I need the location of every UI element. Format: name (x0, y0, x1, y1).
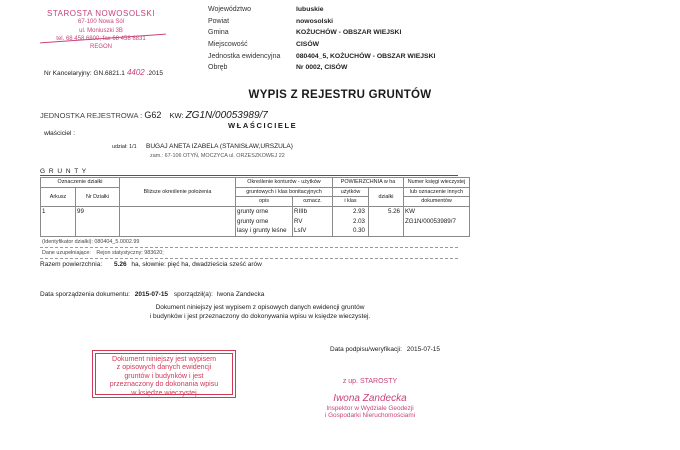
red-stamp-line: przeznaczony do dokonania wpisu (109, 380, 219, 389)
header-iklas: i klas (333, 197, 369, 207)
kw-doc-cell: KW (404, 206, 470, 216)
table-row (41, 206, 470, 216)
locality-label: Miejscowość (208, 41, 248, 49)
total-area (40, 261, 262, 268)
blizsze-cell (120, 206, 236, 216)
total-area-value: 5.26 (113, 261, 127, 268)
header-uzytkow: użytków (333, 187, 369, 197)
precinct-label: Obręb (208, 64, 228, 72)
area-cell: 2.93 (333, 206, 369, 216)
red-stamp (92, 350, 236, 398)
signature-position: Inspektor w Wydziale Geodezji (326, 405, 414, 412)
header-arkusz: Arkusz (41, 187, 76, 206)
owner-share: udział: 1/1 (112, 144, 137, 150)
grunty-label: G R U N T Y (40, 168, 88, 175)
prepared-by-label: sporządził(a): (173, 291, 213, 298)
red-stamp-line: gruntów i budynków i jest (124, 371, 204, 380)
verification-date (330, 346, 440, 353)
office-stamp (36, 10, 166, 51)
parcel-number-cell: 99 (76, 206, 120, 216)
supplementary-data (42, 250, 164, 256)
supplementary-label: Dane uzupełniające: (42, 250, 91, 256)
parcel-area-cell: 5.26 (369, 206, 404, 216)
commune-value: KOŻUCHÓW - OBSZAR WIEJSKI (296, 29, 402, 37)
total-area-label: Razem powierzchnia: (40, 261, 103, 268)
stamp-line: STAROSTA NOWOSOLSKI (47, 9, 155, 18)
header-powierzchnia: POWIERZCHNIA w ha (333, 178, 404, 188)
precinct-value: Nr 0002, CISÓW (296, 64, 348, 72)
location-info (208, 4, 439, 74)
total-area-words: ha, słownie: pięć ha, dwadzieścia sześć arów (131, 261, 262, 268)
county-value: nowosolski (296, 17, 334, 25)
header-nr: Nr Działki (76, 187, 120, 206)
voivodeship-label: Województwo (208, 6, 252, 14)
header-numer: Numer księgi wieczystej (404, 178, 470, 188)
reference-number (44, 68, 163, 77)
area-cell: 2.03 (333, 216, 369, 226)
header-blizsze: Bliższe określenie położenia (120, 178, 236, 207)
red-stamp-line: z opisowych danych ewidencji (116, 363, 212, 372)
grunty-divider (40, 175, 458, 176)
document-title: WYPIS Z REJESTRU GRUNTÓW (248, 89, 432, 101)
owner-name: BUGAJ ANETA IZABELA (STANISŁAW,URSZULA) (146, 143, 293, 150)
area-cell: 0.30 (333, 226, 369, 236)
date-value: 2015-07-15 (134, 291, 169, 298)
supplementary-value: Rejon statystyczny: 983620; (96, 250, 164, 256)
stamp-line: ul. Moniuszki 3B (79, 27, 123, 34)
stamp-line: REGON (89, 44, 112, 51)
note-line-2: i budynków i jest przeznaczony do dokonywania wpisu w księdze wieczystej. (149, 313, 371, 320)
document-date (40, 291, 264, 298)
opis-cell: lasy i grunty leśne (236, 226, 293, 236)
parcel-identifier: (Identyfikator działki): 080404_5.0002.99 (42, 239, 140, 245)
stamp-line: tel. 68 458 6800; fax 68 458 6831 (56, 35, 146, 42)
header-dokumentow: dokumentów (404, 197, 470, 207)
oznacz-cell: RIIIb (293, 206, 333, 216)
land-table (40, 177, 470, 237)
header-opis: opis (236, 197, 293, 207)
signature-on-behalf: z up. STAROSTY (342, 378, 398, 385)
header-oznacz: oznacz. (293, 197, 333, 207)
kw-label: KW: (169, 111, 184, 120)
dashed-divider (40, 258, 458, 259)
header-oznaczenie: Oznaczenie działki (41, 178, 120, 188)
note-line-1: Dokument niniejszy jest wypisem z opisowych danych ewidencji gruntów (155, 304, 365, 311)
reference-handwritten: 4402 (126, 68, 145, 77)
dashed-divider (40, 247, 458, 248)
reference-label: Nr Kancelaryjny: GN.6821.1 (44, 70, 125, 77)
locality-value: CISÓW (296, 41, 320, 49)
signature-name: Iwona Zandecka (333, 393, 407, 404)
date-label: Data sporządzenia dokumentu: (40, 291, 130, 298)
unit-label: Jednostka ewidencyjna (208, 52, 281, 60)
red-stamp-line: Dokument niniejszy jest wypisem (111, 355, 217, 363)
table-row (41, 226, 470, 236)
owner-address: zam.: 67-106 OTYŃ, MOCZYCA ul. ORZESZKOWEJ 22 (150, 153, 285, 159)
registry-unit (40, 110, 268, 121)
opis-cell: grunty orne (236, 216, 293, 226)
prepared-by-name: Iwona Zandecka (216, 291, 265, 298)
header-lub: lub oznaczenie innych (404, 187, 470, 197)
header-dzialki: działki (369, 187, 404, 206)
voivodeship-value: lubuskie (296, 6, 324, 14)
stamp-line: 67-100 Nowa Sól (77, 19, 125, 26)
unit-registry-label: JEDNOSTKA REJESTROWA : (40, 111, 143, 120)
verification-label: Data podpisu/weryfikacji: (330, 346, 402, 353)
table-row (41, 216, 470, 226)
arkusz-cell: 1 (41, 206, 76, 216)
unit-value: 080404_5, KOŻUCHÓW - OBSZAR WIEJSKI (296, 52, 436, 60)
header-okreslenie: Określenie konturów - użytków (236, 178, 333, 188)
red-stamp-line: w księdze wieczystej (131, 388, 197, 397)
signature-department: i Gospodarki Nieruchomościami (324, 412, 416, 419)
kw-value: ZG1N/00053989/7 (185, 110, 268, 121)
owner-label: właściciel : (44, 130, 76, 137)
oznacz-cell: LsIV (293, 226, 333, 236)
county-label: Powiat (208, 17, 230, 25)
header-gruntowych: gruntowych i klas bonitacyjnych (236, 187, 333, 197)
kw-number-cell: ZG1N/00053989/7 (404, 216, 470, 226)
unit-registry-value: G62 (144, 110, 162, 120)
owners-heading: WŁAŚCICIELE (228, 121, 298, 130)
verification-value: 2015-07-15 (406, 346, 440, 353)
reference-year: .2015 (146, 70, 164, 77)
oznacz-cell: RV (293, 216, 333, 226)
commune-label: Gmina (208, 29, 229, 37)
opis-cell: grunty orne (236, 206, 293, 216)
